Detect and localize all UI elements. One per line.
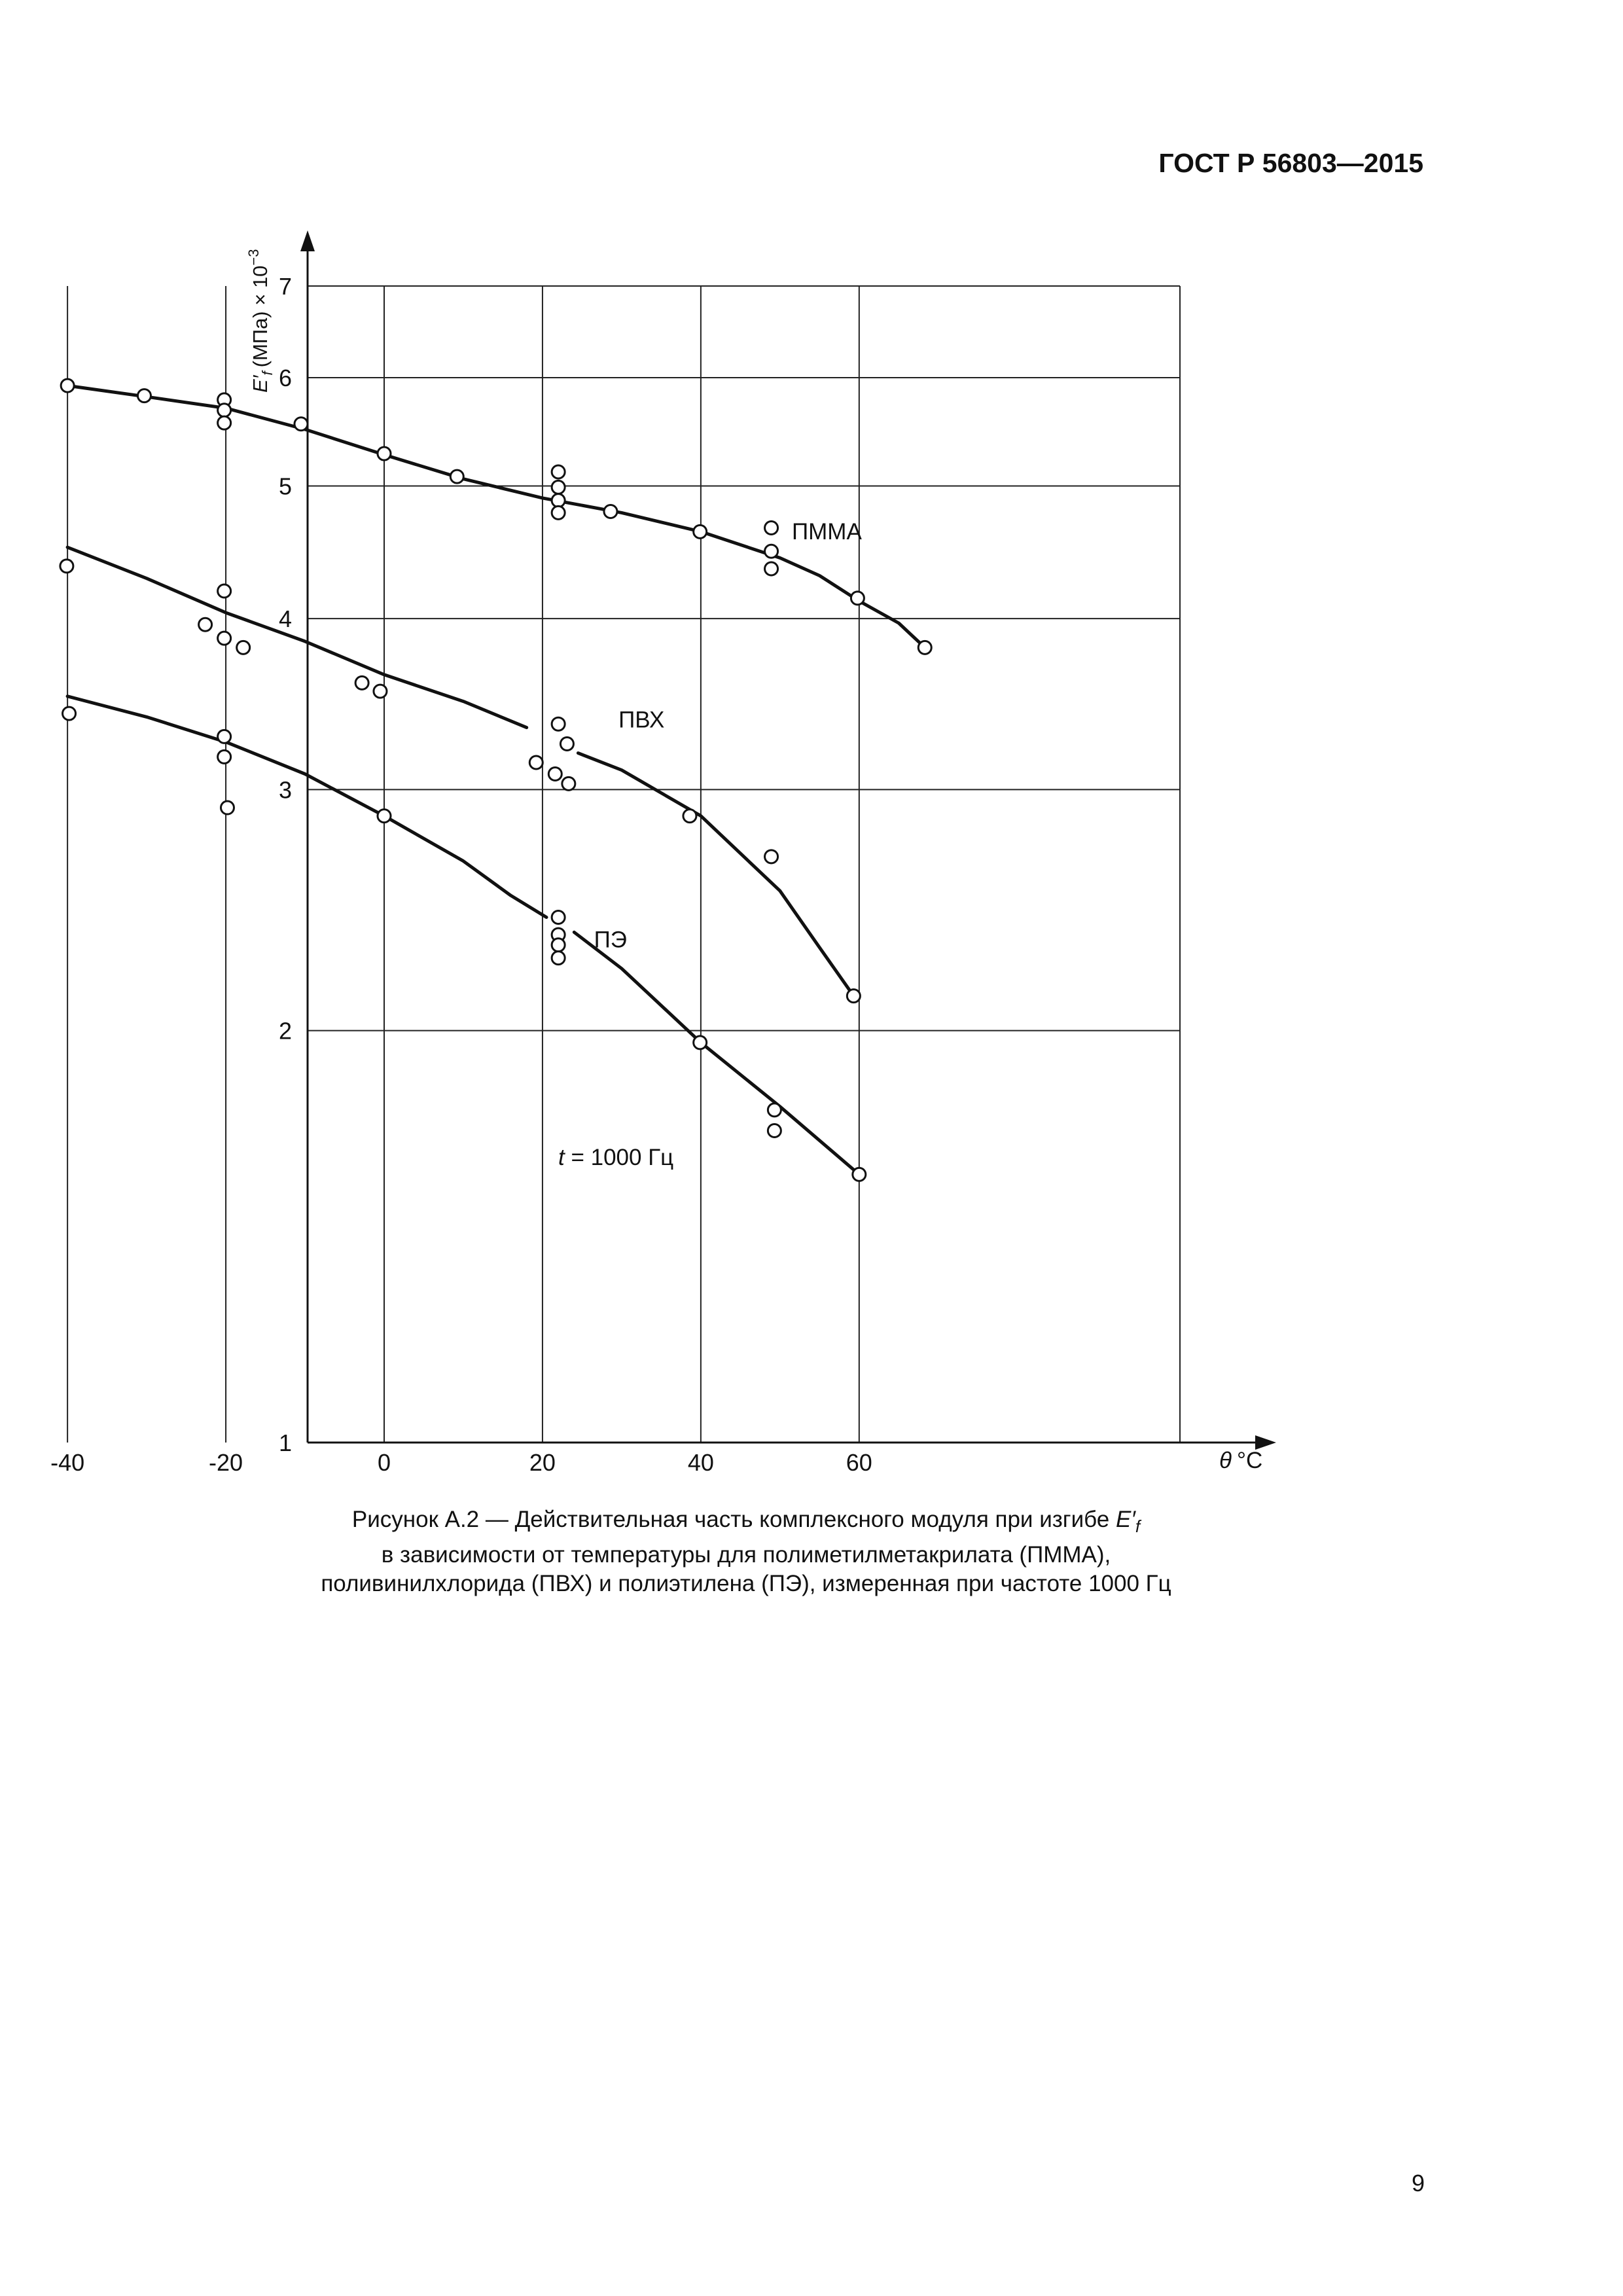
caption-line-2: в зависимости от температуры для полиметилметакрилата (ПММА), <box>381 1542 1111 1568</box>
pe-curve-segment <box>574 932 859 1174</box>
frequency-annotation <box>558 1145 673 1170</box>
x-tick-label: -20 <box>209 1449 243 1476</box>
x-tick-label: 40 <box>687 1449 714 1476</box>
pvc-data-point <box>237 641 250 654</box>
y-axis-subscript: f <box>259 371 276 376</box>
series-labels <box>594 519 863 952</box>
y-tick-label: 1 <box>278 1429 292 1456</box>
pvc-series-label: ПВХ <box>618 707 665 733</box>
x-axis-unit: °C <box>1237 1448 1263 1473</box>
y-axis-exponent: −3 <box>245 249 262 266</box>
pe-data-point <box>63 707 76 720</box>
pvc-data-point <box>560 738 573 751</box>
frequency-symbol: t <box>558 1145 565 1170</box>
caption-symbol-subscript: f <box>1135 1516 1141 1536</box>
pvc-data-point <box>218 632 231 645</box>
pmma-data-point <box>552 480 565 493</box>
grid <box>67 286 1180 1443</box>
pmma-data-point <box>765 562 778 575</box>
pmma-data-point <box>694 525 707 538</box>
pe-data-point <box>853 1168 866 1181</box>
pmma-data-point <box>552 465 565 478</box>
pe-data-point <box>218 730 231 743</box>
axes <box>300 230 1276 1450</box>
pvc-data-point <box>562 777 575 790</box>
caption-line-3: поливинилхлорида (ПВХ) и полиэтилена (ПЭ), измеренная при частоте 1000 Гц <box>321 1571 1171 1596</box>
pvc-data-point <box>847 990 860 1003</box>
pvc-data-point <box>374 685 387 698</box>
pvc-data-point <box>548 767 562 780</box>
caption-line-1: Рисунок А.2 — Действительная часть комплексного модуля при изгибе <box>351 1507 1110 1532</box>
pvc-curve-segment <box>67 547 527 727</box>
curves <box>67 386 925 1174</box>
pe-data-point <box>552 910 565 924</box>
document-number: ГОСТ Р 56803—2015 <box>1158 148 1423 178</box>
pmma-data-point <box>450 470 463 483</box>
x-tick-label: -40 <box>50 1449 85 1476</box>
pvc-data-point <box>552 717 565 730</box>
x-axis-label <box>1219 1448 1262 1473</box>
pmma-data-point <box>218 404 231 417</box>
caption-symbol: E′ <box>1115 1507 1135 1532</box>
pmma-data-point <box>604 505 617 518</box>
y-tick-labels <box>279 273 292 1456</box>
pe-data-point <box>378 810 391 823</box>
data-points <box>60 379 931 1181</box>
page-number: 9 <box>1411 2170 1425 2197</box>
x-axis-symbol: θ <box>1219 1448 1232 1473</box>
pmma-series-label: ПММА <box>791 519 862 545</box>
y-axis-label <box>245 249 276 393</box>
pmma-data-point <box>918 641 931 654</box>
y-tick-label: 6 <box>278 364 292 391</box>
x-tick-label: 60 <box>846 1449 872 1476</box>
pe-data-point <box>694 1036 707 1049</box>
y-axis-arrow <box>300 230 315 251</box>
y-axis-unit: (МПа) × 10 <box>249 265 272 368</box>
pvc-data-point <box>683 810 696 823</box>
pmma-data-point <box>378 447 391 460</box>
plot-frame <box>308 286 1180 1443</box>
pmma-data-point <box>765 521 778 534</box>
pe-data-point <box>552 952 565 965</box>
frequency-value: = 1000 Гц <box>564 1145 674 1170</box>
pvc-data-point <box>218 584 231 598</box>
pe-data-point <box>218 750 231 763</box>
y-tick-label: 2 <box>278 1017 292 1045</box>
pe-data-point <box>768 1124 781 1138</box>
x-tick-label: 0 <box>377 1449 391 1476</box>
pmma-data-point <box>765 545 778 558</box>
y-tick-label: 7 <box>278 273 292 300</box>
y-axis-symbol: E′ <box>249 375 272 393</box>
pvc-data-point <box>199 618 212 631</box>
pmma-curve <box>67 386 925 647</box>
pmma-data-point <box>552 494 565 507</box>
y-tick-label: 3 <box>278 776 292 804</box>
pe-data-point <box>221 801 234 814</box>
pmma-data-point <box>851 592 864 605</box>
pvc-data-point <box>60 560 73 573</box>
x-tick-labels <box>50 1449 872 1476</box>
pe-series-label: ПЭ <box>594 927 627 953</box>
pvc-data-point <box>529 756 543 769</box>
y-tick-label: 5 <box>278 473 292 500</box>
pvc-data-point <box>355 676 368 689</box>
pmma-data-point <box>137 389 151 403</box>
pmma-data-point <box>218 416 231 429</box>
pvc-data-point <box>765 850 778 863</box>
figure-caption <box>196 1505 1296 1598</box>
pe-data-point <box>552 939 565 952</box>
x-tick-label: 20 <box>529 1449 556 1476</box>
y-tick-label: 4 <box>278 605 292 633</box>
pmma-data-point <box>61 379 74 392</box>
pmma-data-point <box>552 506 565 519</box>
pmma-data-point <box>294 418 308 431</box>
pe-data-point <box>768 1103 781 1117</box>
